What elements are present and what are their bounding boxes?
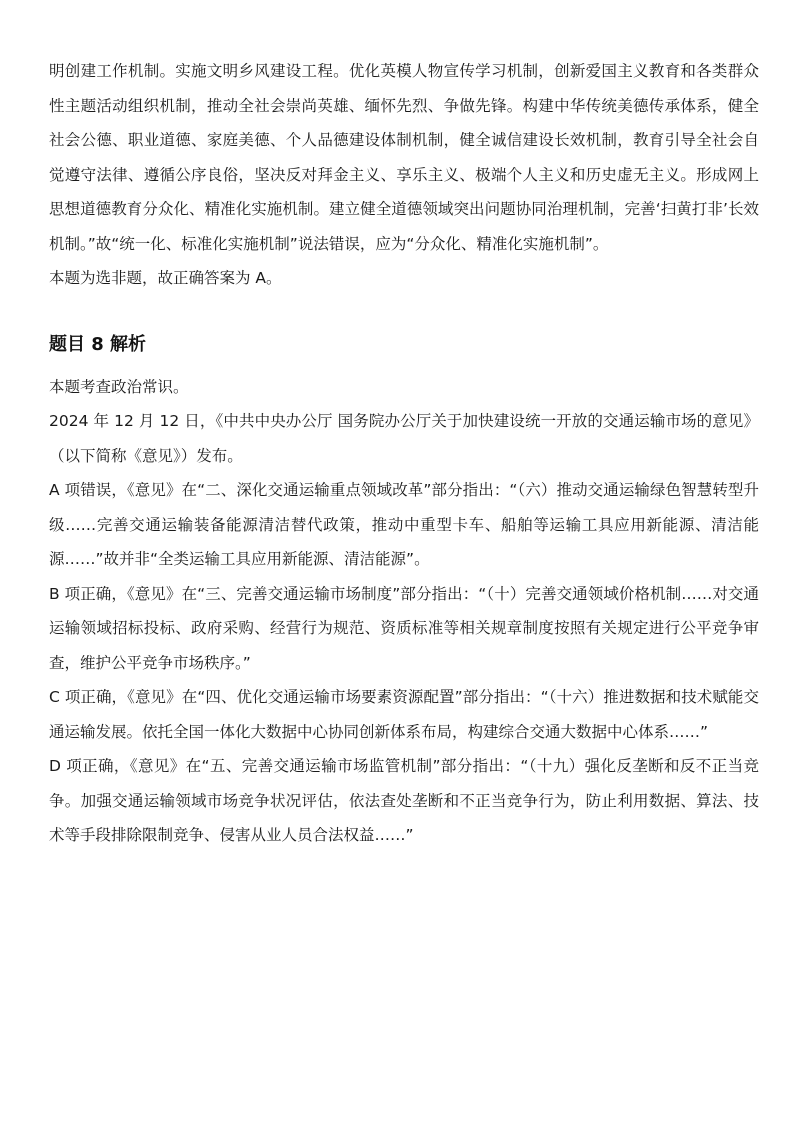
paragraph-answer: 本题为选非题，故正确答案为 A。: [49, 269, 282, 287]
paragraph-topic: 本题考查政治常识。: [49, 377, 189, 396]
question-8-heading: 题目 8 解析: [49, 333, 147, 355]
document-page: [49, 54, 759, 853]
paragraph-option-a: A 项错误，《意见》在“二、深化交通运输重点领域改革”部分指出：“（六）推动交通运输绿色智慧转型升级……完善交通运输装备能源清洁替代政策，推动中重型卡车、船舶等运输工具应用新能源、清洁能源……”故并非“全类运输工具应用新能源、清洁能源”。: [49, 481, 759, 568]
paragraph-option-c: C 项正确，《意见》在“四、优化交通运输市场要素资源配置”部分指出：“（十六）推进数据和技术赋能交通运输发展。依托全国一体化大数据中心协同创新体系布局，构建综合交通大数据中心体系……”: [49, 688, 759, 741]
paragraph-intro: 2024 年 12 月 12 日，《中共中央办公厅 国务院办公厅关于加快建设统一开放的交通运输市场的意见》（以下简称《意见》）发布。: [49, 412, 759, 465]
paragraph-option-d: D 项正确，《意见》在“五、完善交通运输市场监管机制”部分指出：“（十九）强化反垄断和反不正当竞争。加强交通运输领域市场竞争状况评估，依法查处垄断和不正当竞争行为，防止利用数据、算法、技术等手段排除限制竞争、侵害从业人员合法权益……”: [49, 757, 759, 844]
paragraph-explanation-continued: 明创建工作机制。实施文明乡风建设工程。优化英模人物宣传学习机制，创新爱国主义教育和各类群众性主题活动组织机制，推动全社会崇尚英雄、缅怀先烈、争做先锋。构建中华传统美德传承体系，健全社会公德、职业道德、家庭美德、个人品德建设体制机制，健全诚信建设长效机制，教育引导全社会自觉遵守法律、遵循公序良俗，坚决反对拜金主义、享乐主义、极端个人主义和历史虚无主义。形成网上思想道德教育分众化、精准化实施机制。建立健全道德领域突出问题协同治理机制，完善‘扫黄打非’长效机制。”故“统一化、标准化实施机制”说法错误，应为“分众化、精准化实施机制”。: [49, 62, 759, 253]
paragraph-option-b: B 项正确，《意见》在“三、完善交通运输市场制度”部分指出：“（十）完善交通领域价格机制……对交通运输领域招标投标、政府采购、经营行为规范、资质标准等相关规章制度按照有关规定进行公平竞争审查，维护公平竞争市场秩序。”: [49, 584, 759, 672]
